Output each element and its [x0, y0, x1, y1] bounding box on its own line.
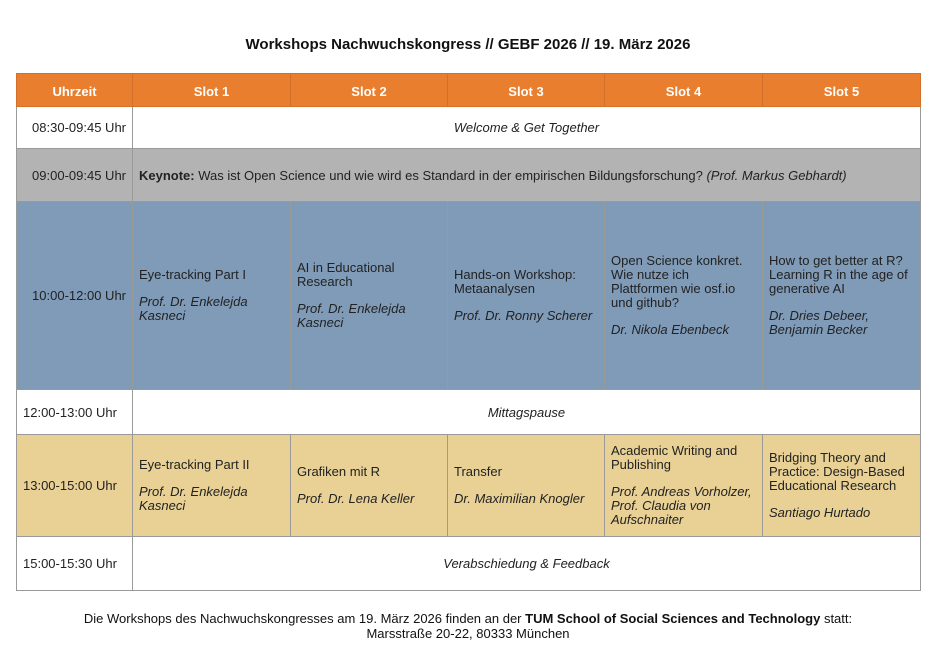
footer-note — [0, 611, 936, 641]
row-keynote — [17, 149, 921, 202]
row-lunch — [17, 390, 921, 435]
workshop-title: Academic Writing and Publishing — [611, 443, 738, 472]
header-slot-2: Slot 2 — [291, 74, 448, 107]
keynote-speaker: (Prof. Markus Gebhardt) — [706, 167, 847, 183]
workshop-cell — [448, 202, 605, 390]
workshop-title: How to get better at R? Learning R in the age of generative AI — [769, 253, 908, 296]
workshop-presenter: Prof. Dr. Enkelejda Kasneci — [139, 484, 248, 513]
workshop-title: AI in Educational Research — [297, 260, 395, 289]
workshop-title: Grafiken mit R — [297, 464, 381, 479]
keynote-text: Was ist Open Science und wie wird es Standard in der empirischen Bildungsforschung? — [194, 167, 707, 183]
workshop-presenter: Prof. Dr. Enkelejda Kasneci — [297, 301, 406, 330]
workshop-title: Eye-tracking Part II — [139, 457, 250, 472]
footer-address: Marsstraße 20-22, 80333 München — [366, 626, 570, 641]
workshop-presenter: Prof. Andreas Vorholzer, Prof. Claudia von Aufschnaiter — [611, 484, 752, 527]
time-cell: 12:00-13:00 Uhr — [17, 390, 133, 435]
time-cell: 15:00-15:30 Uhr — [17, 537, 133, 591]
footer-text-before: Die Workshops des Nachwuchskongresses am 19. März 2026 finden an der — [83, 611, 526, 626]
page-title: Workshops Nachwuchskongress // GEBF 2026 // 19. März 2026 — [245, 36, 691, 53]
welcome-cell: Welcome & Get Together — [133, 107, 921, 149]
workshop-presenter: Dr. Maximilian Knogler — [454, 491, 585, 506]
header-slot-4: Slot 4 — [605, 74, 763, 107]
workshop-cell — [133, 202, 291, 390]
workshop-cell — [605, 435, 763, 537]
keynote-label: Keynote: — [139, 167, 195, 183]
workshop-title: Open Science konkret. Wie nutze ich Plattformen wie osf.io und github? — [611, 253, 743, 310]
time-cell: 08:30-09:45 Uhr — [17, 107, 133, 149]
time-cell: 10:00-12:00 Uhr — [17, 202, 133, 390]
workshop-presenter: Dr. Dries Debeer, Benjamin Becker — [769, 308, 869, 337]
workshop-presenter: Prof. Dr. Enkelejda Kasneci — [139, 294, 248, 323]
lunch-cell: Mittagspause — [133, 390, 921, 435]
workshop-presenter: Prof. Dr. Ronny Scherer — [454, 308, 593, 323]
footer-venue: TUM School of Social Sciences and Technology — [525, 611, 821, 626]
schedule-table — [16, 73, 921, 591]
header-slot-5: Slot 5 — [763, 74, 921, 107]
header-slot-3: Slot 3 — [448, 74, 605, 107]
row-workshop-block-1 — [17, 202, 921, 390]
workshop-presenter: Prof. Dr. Lena Keller — [297, 491, 415, 506]
row-closing — [17, 537, 921, 591]
workshop-title: Hands-on Workshop: Metaanalysen — [454, 267, 576, 296]
workshop-cell — [291, 202, 448, 390]
workshop-cell — [291, 435, 448, 537]
workshop-title: Eye-tracking Part I — [139, 267, 246, 282]
workshop-cell — [133, 435, 291, 537]
header-time: Uhrzeit — [17, 74, 133, 107]
workshop-presenter: Dr. Nikola Ebenbeck — [611, 322, 730, 337]
workshop-cell — [763, 435, 921, 537]
row-welcome — [17, 107, 921, 149]
footer-line-1 — [0, 611, 936, 626]
header-slot-1: Slot 1 — [133, 74, 291, 107]
workshop-title: Transfer — [454, 464, 502, 479]
workshop-cell — [605, 202, 763, 390]
workshop-cell — [448, 435, 605, 537]
workshop-title: Bridging Theory and Practice: Design-Based Educational Research — [769, 450, 905, 493]
time-cell: 13:00-15:00 Uhr — [17, 435, 133, 537]
keynote-cell — [133, 149, 921, 202]
workshop-cell — [763, 202, 921, 390]
footer-text-after: statt: — [820, 611, 853, 626]
row-workshop-block-2 — [17, 435, 921, 537]
closing-cell: Verabschiedung & Feedback — [133, 537, 921, 591]
workshop-presenter: Santiago Hurtado — [769, 505, 871, 520]
header-row — [17, 74, 921, 107]
time-cell: 09:00-09:45 Uhr — [17, 149, 133, 202]
